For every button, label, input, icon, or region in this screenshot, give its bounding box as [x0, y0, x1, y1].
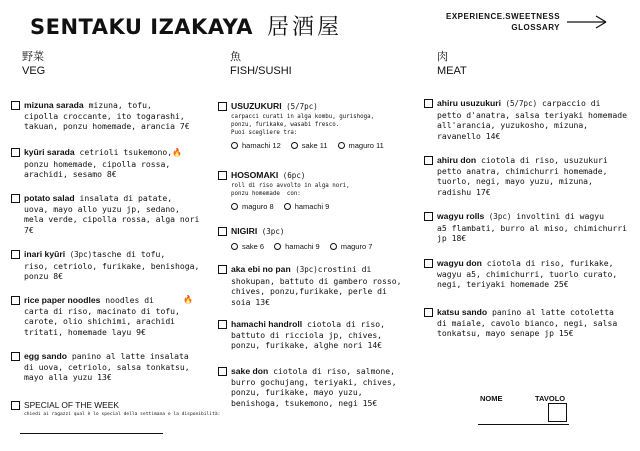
menu-item-nigiri: [218, 226, 418, 251]
item-name: mizuna sarada: [24, 100, 84, 110]
radio-icon: [274, 243, 281, 250]
item-desc: battuto di ricciola jp, chives, ponzu, furikake, alghe nori 14€: [231, 329, 383, 351]
option-label: hamachi 9: [285, 241, 320, 251]
item-name: egg sando: [24, 351, 67, 361]
glossary-line-2: GLOSSARY: [511, 23, 561, 32]
radio-icon: [231, 203, 238, 210]
item-desc: ponzu homemade, cipolla rossa, arachidi, sesamo 8€: [24, 158, 171, 180]
item-desc-inline: panino al latte cotoletta: [487, 307, 614, 317]
option-label: sake 11: [301, 140, 328, 150]
menu-item-aka-ebi-no-pan: [218, 264, 418, 307]
option-label: maguro 8: [242, 201, 274, 211]
special-of-the-week: [11, 400, 221, 417]
item-desc-inline: mizuna, tofu,: [83, 100, 152, 110]
option-hamachi[interactable]: [274, 242, 320, 251]
item-checkbox[interactable]: [218, 265, 227, 274]
option-maguro[interactable]: [338, 141, 384, 150]
item-checkbox[interactable]: [11, 101, 20, 110]
item-checkbox[interactable]: [218, 367, 227, 376]
menu-item-wagyu-rolls: [424, 211, 636, 244]
fish-header-jp: 魚: [230, 50, 241, 63]
item-desc: shokupan, battuto di gambero rosso, chives, ponzu,furikake, perle di soia 13€: [231, 275, 402, 307]
item-options: [218, 202, 418, 211]
item-desc-inline: ciotola di riso, furikake,: [481, 258, 614, 268]
item-name: ahiru don: [437, 155, 477, 165]
item-checkbox[interactable]: [424, 259, 433, 268]
item-options: [218, 141, 418, 150]
item-desc-inline: tasche di tofu,: [92, 249, 166, 259]
item-checkbox[interactable]: [218, 227, 227, 236]
item-checkbox[interactable]: [11, 148, 20, 157]
item-desc: roll di riso avvolto in alga nori, ponzu homemade con:: [231, 182, 350, 197]
menu-item-usuzukuri: [218, 101, 418, 150]
veg-header-en: VEG: [22, 65, 46, 77]
menu-item-ahiru-usuzukuri: [424, 98, 636, 141]
item-name: USUZUKURI: [231, 101, 282, 111]
item-pieces: (5/7pc): [500, 99, 538, 108]
item-checkbox[interactable]: [218, 320, 227, 329]
item-checkbox[interactable]: [11, 250, 20, 259]
option-maguro[interactable]: [231, 202, 274, 211]
item-checkbox[interactable]: [424, 212, 433, 221]
menu-item-sake-don: [218, 366, 418, 408]
radio-icon: [231, 142, 238, 149]
option-label: maguro 7: [340, 241, 373, 251]
item-name: potato salad: [24, 193, 75, 203]
option-hamachi[interactable]: [284, 202, 330, 211]
item-checkbox[interactable]: [424, 308, 433, 317]
meat-header-en: MEAT: [437, 65, 467, 77]
item-desc-inline: cetrioli tsukemono,: [74, 147, 173, 157]
item-desc: uova, mayo allo yuzu jp, sedano, mela verde, cipolla rossa, alga nori 7€: [24, 203, 200, 235]
special-write-line[interactable]: [20, 433, 163, 434]
item-desc-inline: crostini di: [317, 264, 372, 274]
tavolo-label: TAVOLO: [535, 394, 566, 403]
item-desc: wagyu a5, chimichurri, tuorlo curato, negi, teriyaki homemade 25€: [437, 268, 618, 290]
item-pieces: (6pc): [278, 171, 306, 180]
item-checkbox[interactable]: [218, 102, 227, 111]
title-text: SENTAKU IZAKAYA: [30, 15, 254, 39]
item-desc: burro gochujang, teriyaki, chives, ponzu, furikake, mayo yuzu, benishoga, tsukemono, negi 15€: [231, 376, 397, 408]
item-desc: riso, cetriolo, furikake, benishoga, ponzu 8€: [24, 260, 200, 282]
menu-item-ahiru-don: [424, 155, 636, 197]
nome-label: NOME: [480, 394, 503, 403]
item-name: katsu sando: [437, 307, 488, 317]
radio-icon: [291, 142, 298, 149]
tavolo-underline: [538, 424, 569, 425]
item-options: [218, 242, 418, 251]
option-sake[interactable]: [231, 242, 264, 251]
option-label: hamachi 12: [242, 140, 281, 150]
item-desc: di uova, cetriolo, salsa tonkatsu, mayo alla yuzu 13€: [24, 361, 190, 383]
special-note: chiedi ai ragazzi qual è lo special della settimana e la disponibilità:: [24, 411, 221, 417]
item-desc-inline: ciotola di riso, usuzukuri: [476, 155, 608, 165]
glossary-line-1: EXPERIENCE.SWEETNESS: [446, 12, 561, 21]
veg-column: [11, 0, 221, 451]
item-desc: petto d'anatra, salsa teriyaki homemade all'arancia, yuzukosho, mizuna, ravanello 14€: [437, 109, 628, 141]
option-label: hamachi 9: [294, 201, 330, 211]
item-checkbox[interactable]: [11, 296, 20, 305]
item-name: aka ebi no pan: [231, 264, 291, 274]
item-name: wagyu rolls: [437, 211, 485, 221]
order-info: [478, 394, 578, 428]
item-checkbox[interactable]: [424, 99, 433, 108]
option-hamachi[interactable]: [231, 141, 281, 150]
item-pieces: (3pc): [65, 250, 93, 259]
item-desc-inline: ciotola di riso, salmone,: [268, 366, 395, 376]
item-name: kyūri sarada: [24, 147, 75, 157]
title-kanji: 居酒屋: [267, 15, 343, 40]
item-desc: a5 flambati, burro al miso, chimichurri jp 18€: [437, 222, 628, 244]
item-name: inari kyūri: [24, 249, 66, 259]
radio-icon: [330, 243, 337, 250]
item-desc-inline: involtini di wagyu: [511, 211, 604, 221]
option-label: maguro 11: [348, 140, 384, 150]
item-name: NIGIRI: [231, 226, 258, 236]
menu-item-katsu-sando: [424, 307, 636, 339]
item-desc: petto anatra, chimichurri homemade, tuorlo, negi, mayo yuzu, mizuna, radishu 17€: [437, 165, 608, 197]
item-pieces: (5/7pc): [281, 102, 318, 111]
chili-icon: 🔥: [183, 295, 193, 304]
option-label: sake 6: [242, 241, 265, 251]
item-desc: di maiale, cavolo bianco, negi, salsa tonkatsu, mayo senape jp 15€: [437, 317, 618, 339]
item-desc-inline: ciotola di riso,: [302, 319, 385, 329]
menu-item-egg-sando: [11, 351, 211, 383]
item-checkbox[interactable]: [218, 171, 227, 180]
item-name: ahiru usuzukuri: [437, 98, 501, 108]
item-desc-inline: panino al latte insalata: [66, 351, 189, 361]
item-desc-inline: noodles di: [100, 295, 155, 305]
radio-icon: [338, 142, 345, 149]
item-pieces: (3pc): [257, 227, 285, 236]
radio-icon: [231, 243, 238, 250]
item-desc-inline: insalata di patate,: [74, 193, 173, 203]
item-name: HOSOMAKI: [231, 170, 279, 180]
item-desc: carta di riso, macinato di tofu, carote, olio shichimi, arachidi tritati, homemade layu 9€: [24, 305, 180, 337]
item-desc-inline: carpaccio di: [537, 98, 601, 108]
item-checkbox[interactable]: [424, 156, 433, 165]
item-name: rice paper noodles: [24, 295, 101, 305]
item-pieces: (3pc): [484, 212, 512, 221]
tavolo-field[interactable]: [548, 403, 567, 422]
veg-header-jp: 野菜: [22, 50, 44, 63]
menu-item-potato-salad: [11, 193, 211, 235]
meat-header-jp: 肉: [437, 50, 448, 63]
item-checkbox[interactable]: [11, 194, 20, 203]
item-desc: carpacci curati in alga kombu, gurishoga, ponzu, furikake, wasabi fresco. Puoi scegliere tra:: [231, 113, 375, 136]
item-name: wagyu don: [437, 258, 482, 268]
chili-icon: 🔥: [172, 148, 183, 157]
menu-item-rice-paper-noodles: [11, 295, 211, 337]
menu-item-mizuna-sarada: [11, 100, 211, 132]
radio-icon: [284, 203, 291, 210]
item-checkbox[interactable]: [11, 352, 20, 361]
item-pieces: (3pc): [290, 265, 318, 274]
fish-column: [218, 0, 418, 451]
item-checkbox[interactable]: [11, 401, 20, 410]
menu-item-hamachi-handroll: [218, 319, 418, 351]
menu-item-wagyu-don: [424, 258, 636, 290]
fish-header-en: FISH/SUSHI: [230, 65, 292, 77]
menu-item-inari-kyuri: [11, 249, 211, 282]
special-title: SPECIAL OF THE WEEK: [24, 400, 119, 410]
menu-item-kyuri-sarada: [11, 147, 211, 180]
item-name: hamachi handroll: [231, 319, 303, 329]
meat-column: [424, 0, 636, 451]
option-sake[interactable]: [291, 141, 328, 150]
option-maguro[interactable]: [330, 242, 373, 251]
nome-field[interactable]: [478, 424, 546, 425]
menu-item-hosomaki: [218, 170, 418, 211]
item-desc: cipolla croccante, ito togarashi, takuan, ponzu homemade, arancia 7€: [24, 110, 190, 132]
item-name: sake don: [231, 366, 269, 376]
